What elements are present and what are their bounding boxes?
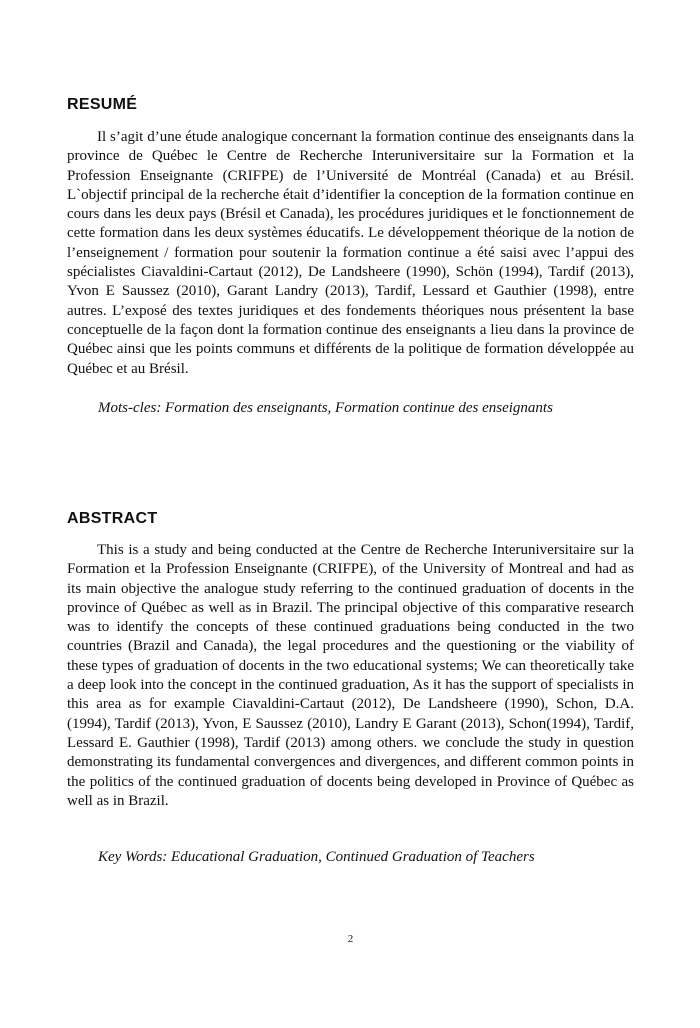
- resume-heading: RESUMÉ: [67, 96, 138, 113]
- abstract-body: This is a study and being conducted at the Centre de Recherche Interuniversitaire sur la Formation et la Profession Enseignante (CRIFPE), of the University of Montreal and had as its main objective the analogue study referring to the continued graduation of docents in the province of Québec as well as in Brazil. The principal objective of this comparative research was to identify the concepts of these continued graduations being conducted in the two countries (Brazil and Canada), the legal procedures and the questioning or the viability of these types of graduation of docents in the two educational systems; We can theoretically take a deep look into the concept in the continued graduation, As it has the support of specialists in this area as for example Ciavaldini-Cartaut (2012), De Landsheere (1990), Schon, D.A. (1994), Tardif (2013), Yvon, E Saussez (2010), Landry E Garant (2013), Schon(1994), Tardif, Lessard E. Gauthier (1998), Tardif (2013) among others. we conclude the study in question demonstrating its fundamental convergences and divergences, and different common points in the politics of the continued graduation of docents being developed in Province of Québec as well as in Brazil.: [67, 542, 634, 809]
- resume-keywords: Mots-cles: Formation des enseignants, Formation continue des enseignants: [98, 400, 553, 416]
- document-page: [67, 0, 634, 1028]
- abstract-keywords: Key Words: Educational Graduation, Continued Graduation of Teachers: [98, 849, 535, 865]
- resume-body: Il s’agit d’une étude analogique concernant la formation continue des enseignants dans la province de Québec le Centre de Recherche Interuniversitaire sur la Formation et la Profession Enseignante (CRIFPE) de l’Université de Montréal (Canada) et au Brésil. L`objectif principal de la recherche était d’identifier la conception de la formation continue en cours dans les deux pays (Brésil et Canada), les procédures juridiques et le fonctionnement de cette formation dans les deux systèmes éducatifs. Le développement théorique de la notion de l’enseignement / formation pour soutenir la formation continue a été saisi avec l’appui des spécialistes Ciavaldini-Cartaut (2012), De Landsheere (1990), Schön (1994), Tardif (2013), Yvon E Saussez (2010), Garant Landry (2013), Tardif, Lessard et Gauthier (1998), entre autres. L’exposé des textes juridiques et des fondements théoriques nous présentent la base conceptuelle de la façon dont la formation continue des enseignants a lieu dans la province de Québec ainsi que les points communs et différents de la politique de formation développée au Québec et au Brésil.: [67, 129, 634, 377]
- abstract-heading: ABSTRACT: [67, 510, 158, 527]
- page-number: 2: [347, 933, 354, 945]
